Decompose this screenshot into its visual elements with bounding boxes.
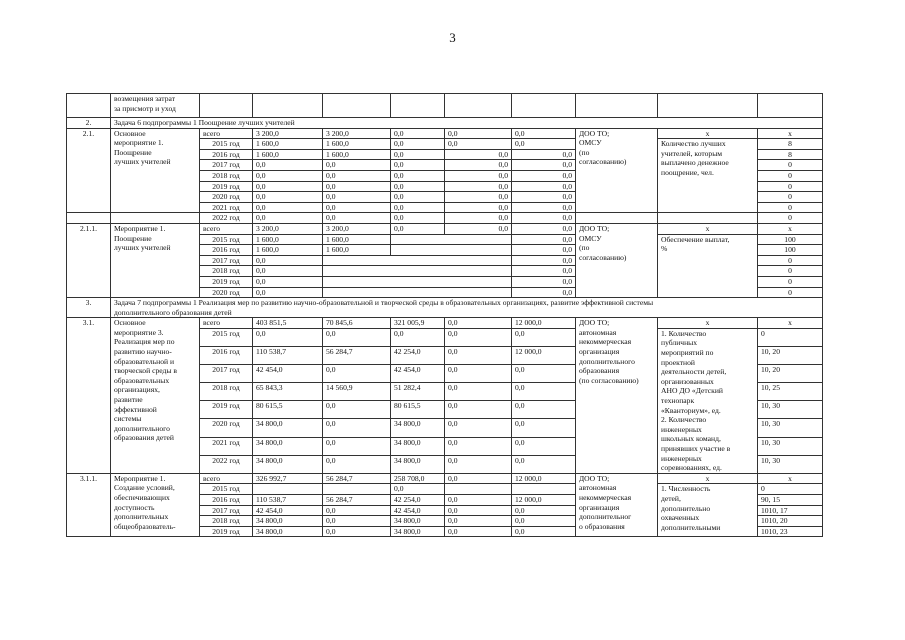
table-cell: 0,0	[253, 328, 323, 346]
table-cell: 0,0	[512, 181, 576, 192]
table-cell: 0	[758, 213, 823, 224]
table-cell: 0,0	[445, 139, 512, 150]
table-cell: 42 254,0	[391, 494, 445, 505]
table-cell: 34 800,0	[391, 526, 445, 537]
table-cell: 2021 год	[200, 437, 253, 455]
table-cell: 0,0	[323, 181, 391, 192]
table-cell: ДОО ТО; ОМСУ (по согласованию)	[576, 128, 658, 213]
table-cell: 2017 год	[200, 505, 253, 516]
table-cell: 0,0	[445, 419, 512, 437]
page-number: 3	[449, 30, 456, 45]
table-cell: 14 560,9	[323, 383, 391, 401]
table-cell: Обеспечение выплат, %	[658, 234, 758, 298]
table-cell: 0,0	[445, 365, 512, 383]
table-cell: 2.	[67, 118, 111, 129]
table-cell: 2017 год	[200, 160, 253, 171]
table-cell: 1 600,0	[323, 245, 391, 256]
table-cell: 0,0	[512, 128, 576, 139]
table-cell: 1010, 17	[758, 505, 823, 516]
table-cell: 12 000,0	[512, 346, 576, 364]
table-cell	[658, 213, 758, 224]
table-cell: 2018 год	[200, 170, 253, 181]
table-cell: 10, 20	[758, 365, 823, 383]
table-cell: 0	[758, 328, 823, 346]
table-cell: 0,0	[445, 160, 512, 171]
table-cell: всего	[200, 318, 253, 329]
table-cell: 2016 год	[200, 245, 253, 256]
table-cell: 0,0	[323, 365, 391, 383]
table-cell: 0,0	[323, 202, 391, 213]
table-cell: 1 600,0	[253, 149, 323, 160]
table-cell: 321 005,9	[391, 318, 445, 329]
table-cell: 0,0	[323, 437, 391, 455]
table-cell: 42 254,0	[391, 346, 445, 364]
table-cell	[391, 245, 512, 256]
table-cell: 34 800,0	[391, 516, 445, 527]
table-cell: 0,0	[391, 149, 445, 160]
table-cell: 0,0	[323, 170, 391, 181]
table-row	[67, 473, 823, 484]
table-cell: 2020 год	[200, 287, 253, 298]
table-cell: 0	[758, 276, 823, 287]
table-cell: 56 284,7	[323, 494, 391, 505]
table-cell: 0,0	[323, 505, 391, 516]
table-cell: 0,0	[253, 170, 323, 181]
table-cell: 0,0	[391, 328, 445, 346]
table-cell: 12 000,0	[512, 318, 576, 329]
table-cell: 0,0	[512, 192, 576, 203]
table-cell: 100	[758, 245, 823, 256]
table-cell	[253, 94, 323, 118]
table-cell: всего	[200, 128, 253, 139]
table-cell	[512, 94, 576, 118]
table-cell: 2015 год	[200, 139, 253, 150]
table-cell: 0,0	[253, 213, 323, 224]
table-cell: 12 000,0	[512, 473, 576, 484]
table-cell: 0,0	[512, 505, 576, 516]
table-cell: ДОО ТО; ОМСУ (по согласованию)	[576, 223, 658, 297]
table-cell: x	[758, 223, 823, 234]
program-table	[66, 93, 823, 537]
table-cell: x	[758, 128, 823, 139]
table-cell: 0,0	[323, 213, 391, 224]
table-cell: 42 454,0	[391, 365, 445, 383]
table-cell: 2020 год	[200, 192, 253, 203]
table-cell: Задача 7 подпрограммы 1 Реализация мер по развитию научно-образовательной и творческой среды в образовательных организациях, развитие эффективной системы дополнительного образования детей	[111, 298, 823, 318]
table-cell: 1010, 20	[758, 516, 823, 527]
table-cell: 0,0	[391, 181, 445, 192]
table-cell: возмещения затрат за присмотр и уход	[111, 94, 200, 118]
table-cell: 0,0	[512, 149, 576, 160]
table-cell: 0	[758, 202, 823, 213]
table-cell: 0,0	[391, 170, 445, 181]
table-cell: 0,0	[391, 192, 445, 203]
table-row	[67, 318, 823, 329]
table-cell: 0,0	[445, 192, 512, 203]
table-cell: ДОО ТО; автономная некоммерческая организация дополнительного образования (по согласованию)	[576, 318, 658, 474]
table-cell: 0	[758, 266, 823, 277]
table-cell	[323, 287, 512, 298]
table-cell: 2019 год	[200, 526, 253, 537]
table-cell: 0,0	[391, 202, 445, 213]
table-cell: 3 200,0	[253, 223, 323, 234]
table-cell: 56 284,7	[323, 473, 391, 484]
table-cell	[323, 94, 391, 118]
table-cell: 0,0	[512, 419, 576, 437]
table-cell: 65 843,3	[253, 383, 323, 401]
table-cell: 403 851,5	[253, 318, 323, 329]
table-cell	[658, 94, 758, 118]
table-cell: 0,0	[391, 484, 445, 495]
table-cell: 0,0	[445, 346, 512, 364]
table-cell	[111, 213, 200, 224]
table-cell: 0	[758, 287, 823, 298]
table-cell: 10, 30	[758, 437, 823, 455]
table-cell: 0,0	[512, 276, 576, 287]
table-cell: 0,0	[323, 160, 391, 171]
table-cell: 1 600,0	[253, 234, 323, 245]
table-cell	[445, 94, 512, 118]
table-row	[67, 298, 823, 318]
table-cell: 100	[758, 234, 823, 245]
table-cell: 0,0	[445, 202, 512, 213]
table-cell: 0,0	[445, 437, 512, 455]
table-cell: 34 800,0	[253, 516, 323, 527]
table-cell: x	[658, 128, 758, 139]
table-cell: 0,0	[512, 213, 576, 224]
table-cell: 0,0	[391, 213, 445, 224]
table-cell: 0,0	[512, 437, 576, 455]
table-cell: x	[658, 223, 758, 234]
table-cell: 80 615,5	[391, 401, 445, 419]
table-cell	[391, 94, 445, 118]
table-cell: 0	[758, 192, 823, 203]
table-cell: 0,0	[445, 170, 512, 181]
table-cell: всего	[200, 473, 253, 484]
table-cell: 0,0	[445, 213, 512, 224]
table-cell: x	[758, 473, 823, 484]
table-row	[67, 94, 823, 118]
table-cell: 10, 30	[758, 401, 823, 419]
table-cell: 0	[758, 160, 823, 171]
table-cell: 2.1.1.	[67, 223, 111, 297]
table-cell: 0,0	[253, 181, 323, 192]
table-cell: 1. Количество публичных мероприятий по проектной деятельности детей, организованных АНО ДО «Детский технопарк «Кванториум», ед. 2. Количество инженерных школьных команд, принявших участие в инженерных соревнованиях, ед.	[658, 328, 758, 473]
table-cell: 8	[758, 149, 823, 160]
table-cell: 0,0	[253, 276, 323, 287]
table-cell: 3.1.1.	[67, 473, 111, 537]
table-cell: 258 708,0	[391, 473, 445, 484]
table-cell: 70 845,6	[323, 318, 391, 329]
table-cell	[323, 484, 391, 495]
table-cell: 0,0	[445, 473, 512, 484]
table-cell: 0,0	[512, 455, 576, 473]
table-cell: 1. Численность детей, дополнительно охваченных дополнительными	[658, 484, 758, 537]
table-cell: 3 200,0	[323, 223, 391, 234]
table-cell: 34 800,0	[253, 437, 323, 455]
table-cell: 0,0	[445, 516, 512, 527]
table-cell: 0	[758, 255, 823, 266]
table-cell: 34 800,0	[253, 455, 323, 473]
table-cell: 0,0	[253, 192, 323, 203]
table-cell: 0,0	[323, 526, 391, 537]
table-cell: 56 284,7	[323, 346, 391, 364]
table-cell: 1 600,0	[323, 149, 391, 160]
table-cell: 110 538,7	[253, 494, 323, 505]
table-cell: ДОО ТО; автономная некоммерческая организация дополнительног о образования	[576, 473, 658, 537]
table-cell: 0,0	[445, 383, 512, 401]
table-body	[67, 94, 823, 537]
table-cell: 1 600,0	[253, 245, 323, 256]
table-cell	[253, 484, 323, 495]
table-cell	[758, 94, 823, 118]
table-cell: 10, 25	[758, 383, 823, 401]
table-cell: 0,0	[445, 328, 512, 346]
table-cell: Мероприятие 1. Создание условий, обеспечивающих доступность дополнительных общеобразователь-	[111, 473, 200, 537]
table-cell: 34 800,0	[253, 526, 323, 537]
table-cell: 80 615,5	[253, 401, 323, 419]
table-cell	[323, 276, 512, 287]
table-cell: 0,0	[512, 255, 576, 266]
table-cell	[323, 266, 512, 277]
table-cell: 2016 год	[200, 494, 253, 505]
table-cell: 0,0	[512, 234, 576, 245]
table-cell: 0,0	[323, 192, 391, 203]
table-cell: 2.1.	[67, 128, 111, 213]
table-cell: 10, 30	[758, 455, 823, 473]
table-cell: Основное мероприятие 3. Реализация мер по развитию научно- образовательной и творческой среды в образовательных организациях, развитие эффективной системы дополнительного образования детей	[111, 318, 200, 474]
table-cell: 8	[758, 139, 823, 150]
table-cell: 326 992,7	[253, 473, 323, 484]
table-cell: 12 000,0	[512, 494, 576, 505]
table-cell: 2020 год	[200, 419, 253, 437]
table-cell: 0,0	[323, 455, 391, 473]
table-cell: 90, 15	[758, 494, 823, 505]
table-cell: 110 538,7	[253, 346, 323, 364]
table-cell: 0	[758, 484, 823, 495]
table-cell: 0,0	[512, 526, 576, 537]
table-cell: 2017 год	[200, 365, 253, 383]
table-cell: 0,0	[445, 128, 512, 139]
table-cell: 0	[758, 170, 823, 181]
table-cell: x	[658, 473, 758, 484]
table-cell: 2015 год	[200, 328, 253, 346]
table-cell: 0,0	[391, 160, 445, 171]
table-cell: 42 454,0	[253, 365, 323, 383]
table-cell: 0,0	[445, 223, 512, 234]
table-cell: 0,0	[445, 455, 512, 473]
table-cell: 2022 год	[200, 213, 253, 224]
table-cell: 34 800,0	[391, 437, 445, 455]
table-cell: 34 800,0	[253, 419, 323, 437]
table-cell	[576, 213, 658, 224]
table-cell: 0,0	[445, 505, 512, 516]
table-cell: 0,0	[512, 516, 576, 527]
table-cell: 0,0	[445, 401, 512, 419]
table-cell: 0,0	[391, 223, 445, 234]
table-cell: 0,0	[253, 287, 323, 298]
table-cell	[323, 255, 512, 266]
table-row	[67, 118, 823, 129]
table-cell: 2015 год	[200, 234, 253, 245]
table-cell: 0,0	[445, 318, 512, 329]
table-cell: 2017 год	[200, 255, 253, 266]
table-cell: 0,0	[512, 383, 576, 401]
table-cell: Количество лучших учителей, которым выплачено денежное поощрение, чел.	[658, 139, 758, 213]
table-row	[67, 128, 823, 139]
table-cell: 0,0	[512, 202, 576, 213]
table-cell	[576, 94, 658, 118]
table-cell: 0,0	[512, 245, 576, 256]
table-cell: 0	[758, 181, 823, 192]
table-cell: 0,0	[512, 287, 576, 298]
table-cell: 2019 год	[200, 181, 253, 192]
table-cell: 0,0	[323, 401, 391, 419]
table-cell: 0,0	[391, 139, 445, 150]
table-cell: 3.	[67, 298, 111, 318]
table-cell: 34 800,0	[391, 419, 445, 437]
table-cell: 2018 год	[200, 516, 253, 527]
table-cell: x	[758, 318, 823, 329]
table-cell: 0,0	[512, 160, 576, 171]
table-cell: 2015 год	[200, 484, 253, 495]
table-cell: 0,0	[512, 170, 576, 181]
table-cell: 0,0	[512, 139, 576, 150]
table-cell: 0,0	[512, 365, 576, 383]
table-cell: 3.1.	[67, 318, 111, 474]
table-cell: 42 454,0	[253, 505, 323, 516]
table-cell: 0,0	[445, 494, 512, 505]
table-cell: 51 282,4	[391, 383, 445, 401]
table-cell: 0,0	[253, 266, 323, 277]
table-cell: 0,0	[512, 328, 576, 346]
table-cell: 42 454,0	[391, 505, 445, 516]
table-cell: 0,0	[253, 160, 323, 171]
table-cell	[200, 94, 253, 118]
table-cell: 2016 год	[200, 346, 253, 364]
table-cell	[445, 484, 512, 495]
table-cell: 0,0	[445, 526, 512, 537]
table-cell: 1 600,0	[323, 234, 391, 245]
table-cell: 1010, 23	[758, 526, 823, 537]
table-cell: 0,0	[253, 255, 323, 266]
table-cell: всего	[200, 223, 253, 234]
table-cell	[67, 213, 111, 224]
table-cell: 2016 год	[200, 149, 253, 160]
table-cell: 1 600,0	[323, 139, 391, 150]
table-cell: 0,0	[512, 266, 576, 277]
table-cell: 10, 30	[758, 419, 823, 437]
table-cell: Основное мероприятие 1. Поощрение лучших учителей	[111, 128, 200, 213]
table-cell: 3 200,0	[323, 128, 391, 139]
table-cell	[391, 234, 512, 245]
table-cell: 2018 год	[200, 266, 253, 277]
table-cell: 0,0	[512, 223, 576, 234]
table-cell: 0,0	[323, 419, 391, 437]
table-cell: 2019 год	[200, 276, 253, 287]
table-cell: 0,0	[323, 516, 391, 527]
table-cell: 3 200,0	[253, 128, 323, 139]
table-cell	[512, 484, 576, 495]
table-cell: x	[658, 318, 758, 329]
table-row	[67, 223, 823, 234]
table-cell: 10, 20	[758, 346, 823, 364]
table-cell: 0,0	[323, 328, 391, 346]
table-cell: 34 800,0	[391, 455, 445, 473]
table-cell: 0,0	[445, 181, 512, 192]
table-row	[67, 213, 823, 224]
table-cell: 0,0	[512, 401, 576, 419]
table-cell: 0,0	[391, 128, 445, 139]
table-cell: 2018 год	[200, 383, 253, 401]
table-cell: 0,0	[445, 149, 512, 160]
table-cell: 2019 год	[200, 401, 253, 419]
table-cell	[67, 94, 111, 118]
table-cell: 0,0	[253, 202, 323, 213]
table-cell: 1 600,0	[253, 139, 323, 150]
table-cell: 2021 год	[200, 202, 253, 213]
table-cell: Задача 6 подпрограммы 1 Поощрение лучших учителей	[111, 118, 823, 129]
table-cell: Мероприятие 1. Поощрение лучших учителей	[111, 223, 200, 297]
table-cell: 2022 год	[200, 455, 253, 473]
